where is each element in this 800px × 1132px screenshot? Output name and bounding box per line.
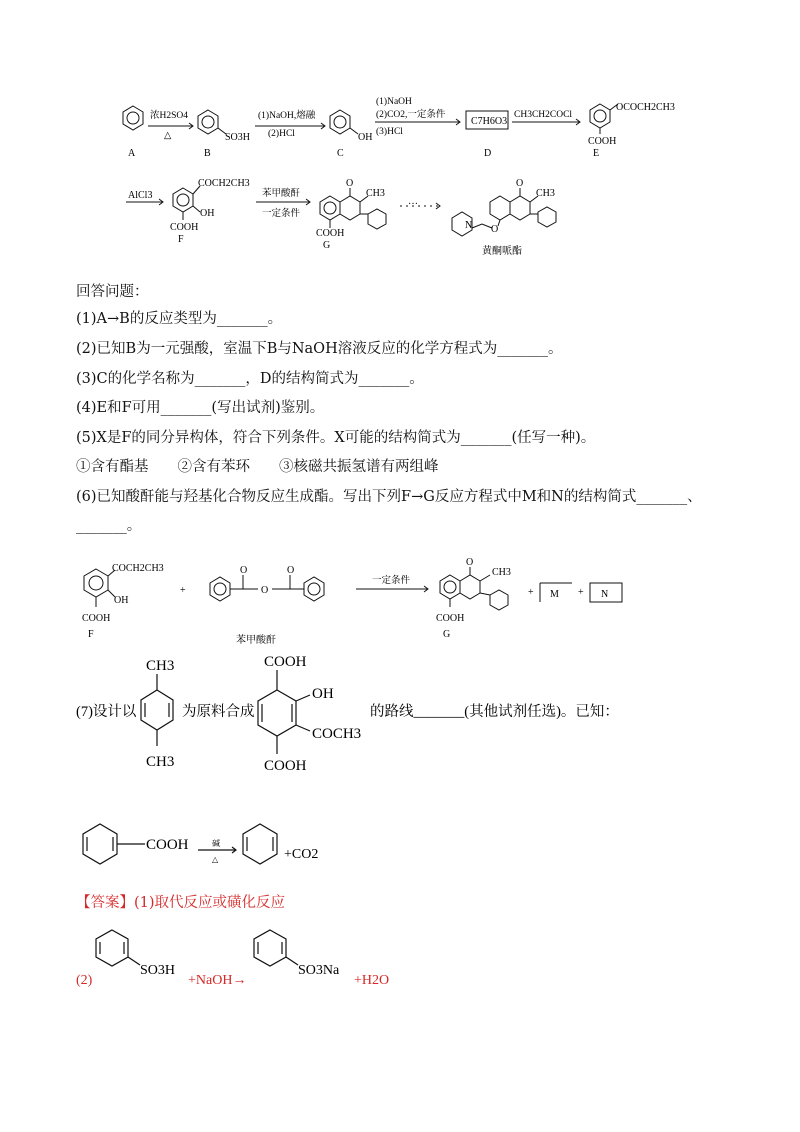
q2: (2)已知B为一元强酸，室温下B与NaOH溶液反应的化学方程式为_______。 — [76, 341, 563, 357]
group-f: COCH2CH3 — [198, 178, 250, 189]
ch3-prod: CH3 — [536, 188, 555, 199]
answer-2-label: (2) — [76, 973, 93, 988]
q7-mid: 为原料合成 — [182, 704, 255, 720]
answer-h2o: +H2O — [354, 973, 390, 988]
eq6-o1: O — [240, 565, 248, 576]
q6-line2: _______。 — [76, 518, 142, 534]
q7-oh: OH — [312, 686, 334, 702]
q7-cooh-top: COOH — [264, 654, 307, 670]
eq6-plus-3: + — [578, 587, 584, 598]
q7-ch3-bottom: CH3 — [146, 754, 175, 770]
q7-pre: (7)设计以 — [76, 704, 137, 720]
q5: (5)X是F的同分异构体，符合下列条件。X可能的结构简式为_______(任写一种)。 — [76, 430, 596, 446]
eq6-n: N — [601, 589, 609, 600]
cond-3b: (2)CO2,一定条件 — [376, 110, 446, 120]
question-7 — [0, 650, 800, 785]
eq6-g-ch3: CH3 — [492, 567, 511, 578]
known-cond-1: 碱 — [212, 839, 220, 848]
q6-line1: (6)已知酸酐能与羟基化合物反应生成酯。写出下列F→G反应方程式中M和N的结构简式_______、 — [76, 489, 702, 505]
cond-1b: △ — [164, 131, 172, 141]
eq6-label-f: F — [88, 629, 94, 640]
q7-cooh-bottom: COOH — [264, 758, 307, 774]
drug-name: 黄酮哌酯 — [482, 246, 522, 257]
answer-naoh: +NaOH→ — [188, 973, 247, 988]
eq6-oh: OH — [114, 595, 129, 606]
known-reaction — [0, 812, 800, 872]
known-cond-2: △ — [212, 855, 219, 864]
answer-so3na: SO3Na — [298, 963, 340, 978]
scheme-row-2 — [0, 168, 800, 263]
o-g: O — [346, 178, 354, 189]
answer-1: (1)取代反应或磺化反应 — [134, 895, 286, 911]
label-g: G — [323, 240, 331, 251]
scheme-row-1 — [0, 80, 800, 170]
eq6-plus-1: + — [180, 585, 186, 596]
q4: (4)E和F可用_______(写出试剂)鉴别。 — [76, 400, 325, 416]
eq6-label-g: G — [443, 629, 451, 640]
eq6-o3: O — [287, 565, 295, 576]
eq6-g-o: O — [466, 557, 474, 568]
dots: … — [408, 196, 418, 207]
eq6-m: M — [550, 589, 559, 600]
q7-ch3-top: CH3 — [146, 658, 175, 674]
cooh-f: COOH — [170, 222, 199, 233]
label-c: C — [337, 148, 344, 159]
known-co2: +CO2 — [284, 847, 319, 862]
eq6-g-cooh: COOH — [436, 613, 465, 624]
cond-2a: (1)NaOH,熔融 — [258, 111, 316, 121]
ch3-g: CH3 — [366, 188, 385, 199]
label-f: F — [178, 234, 184, 245]
q1: (1)A→B的反应类型为_______。 — [76, 311, 283, 327]
equation-6 — [0, 545, 800, 650]
label-e: E — [593, 148, 600, 159]
oh-c: OH — [358, 132, 373, 143]
answer-line-1 — [76, 893, 285, 913]
eq6-o2: O — [261, 585, 269, 596]
oh-f: OH — [200, 208, 215, 219]
eq6-arrow-cond: 一定条件 — [372, 576, 411, 586]
cond-3c: (3)HCl — [376, 127, 403, 137]
cond-2b: (2)HCl — [268, 129, 295, 139]
cond-4: CH3CH2COCl — [514, 110, 573, 120]
q3: (3)C的化学名称为_______，D的结构简式为_______。 — [76, 371, 424, 387]
q5-conditions: ①含有酯基 ②含有苯环 ③核磁共振氢谱有两组峰 — [76, 459, 439, 475]
answer-so3h: SO3H — [140, 963, 176, 978]
q7-coch3: COCH3 — [312, 726, 362, 742]
eq6-plus-2: + — [528, 587, 534, 598]
label-a: A — [128, 148, 136, 159]
q7-post: 的路线_______(其他试剂任选)。已知： — [370, 704, 619, 720]
cond-6b: 一定条件 — [262, 209, 301, 219]
so3h-b: SO3H — [225, 132, 251, 143]
answer-2-equation — [0, 920, 800, 1000]
eq6-anhydride: 苯甲酸酐 — [236, 635, 276, 646]
cond-1: 浓H2SO4 — [150, 111, 189, 121]
eq6-cooh: COOH — [82, 613, 111, 624]
cond-6a: 苯甲酸酐 — [262, 189, 301, 199]
cond-3a: (1)NaOH — [376, 97, 412, 107]
o-ester: O — [491, 224, 499, 235]
cooh-e: COOH — [588, 136, 617, 147]
eq6-f-group: COCH2CH3 — [112, 563, 164, 574]
n-ring: N — [465, 220, 473, 231]
cooh-g: COOH — [316, 228, 345, 239]
formula-d: C7H6O3 — [471, 116, 508, 127]
label-d: D — [484, 148, 492, 159]
group-e: OCOCH2CH3 — [616, 102, 675, 113]
intro: 回答问题： — [76, 284, 149, 300]
answer-tag: 【答案】 — [76, 895, 134, 911]
label-b: B — [204, 148, 211, 159]
known-cooh: COOH — [146, 837, 189, 853]
benzene-a — [123, 106, 143, 130]
cond-5: AlCl3 — [128, 190, 153, 201]
o-prod: O — [516, 178, 524, 189]
